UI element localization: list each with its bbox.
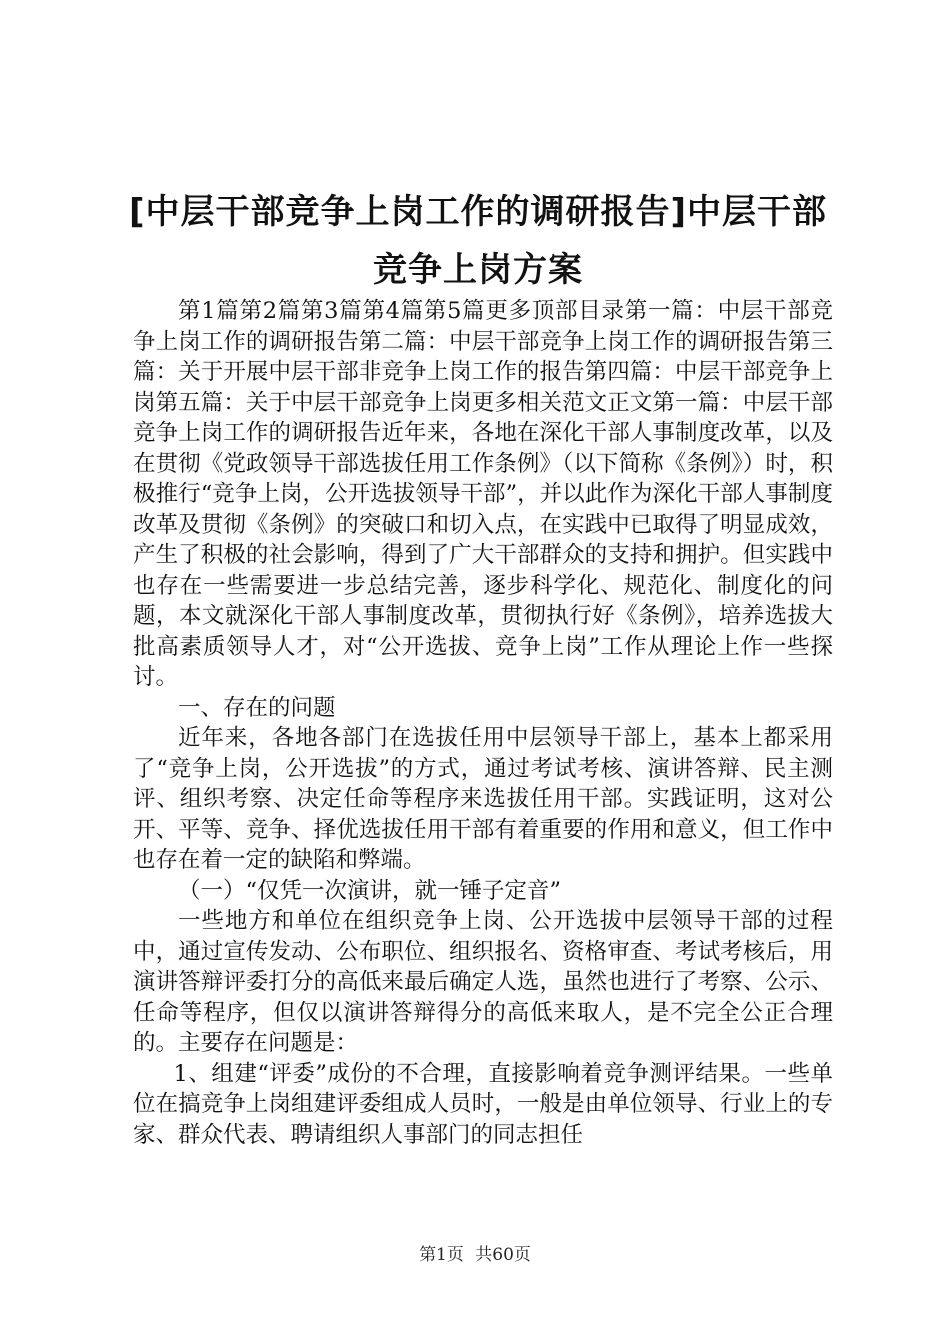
paragraph-item-1: 1、组建“评委”成份的不合理，直接影响着竞争测评结果。一些单位在搞竞争上岗组建评委组成人员时，一般是由单位领导、行业上的专家、群众代表、聘请组织人事部门的同志担任	[133, 1060, 833, 1148]
document-body	[133, 296, 833, 1150]
title-line-2: 竞争上岗方案	[373, 250, 583, 290]
page-total: 共60页	[475, 1245, 531, 1265]
page-footer	[0, 1240, 950, 1265]
paragraph-intro: 第1篇第2篇第3篇第4篇第5篇更多顶部目录第一篇：中层干部竞争上岗工作的调研报告第二篇：中层干部竞争上岗工作的调研报告第三篇：关于开展中层干部非竞争上岗工作的报告第四篇：中层干部竞争上岗第五篇：关于中层干部竞争上岗更多相关范文正文第一篇：中层干部竞争上岗工作的调研报告近年来，各地在深化干部人事制度改革，以及在贯彻《党政领导干部选拔任用工作条例》（以下简称《条例》）时，积极推行“竞争上岗，公开选拔领导干部”，并以此作为深化干部人事制度改革及贯彻《条例》的突破口和切入点，在实践中已取得了明显成效，产生了积极的社会影响，得到了广大干部群众的支持和拥护。但实践中也存在一些需要进一步总结完善，逐步科学化、规范化、制度化的问题，本文就深化干部人事制度改革，贯彻执行好《条例》，培养选拔大批高素质领导人才，对“公开选拔、竞争上岗”工作从理论上作一些探讨。	[133, 298, 833, 690]
document-title	[120, 183, 836, 299]
subsection-heading-1: （一）“仅凭一次演讲，就一锤子定音”	[178, 877, 562, 904]
paragraph-subsection-1: 一些地方和单位在组织竞争上岗、公开选拔中层领导干部的过程中，通过宣传发动、公布职位、组织报名、资格审查、考试考核后，用演讲答辩评委打分的高低来最后确定人选，虽然也进行了考察、公示、任命等程序，但仅以演讲答辩得分的高低来取人，是不完全公正合理的。主要存在问题是：	[133, 908, 833, 1056]
title-line-1: [中层干部竞争上岗工作的调研报告]中层干部	[128, 192, 828, 232]
page-number: 第1页	[419, 1245, 464, 1265]
section-heading-problems: 一、存在的问题	[178, 694, 336, 721]
paragraph-problems: 近年来，各地各部门在选拔任用中层领导干部上，基本上都采用了“竞争上岗，公开选拔”的方式，通过考试考核、演讲答辩、民主测评、组织考察、决定任命等程序来选拔任用干部。实践证明，这对公开、平等、竞争、择优选拔任用干部有着重要的作用和意义，但工作中也存在着一定的缺陷和弊端。	[133, 725, 833, 873]
